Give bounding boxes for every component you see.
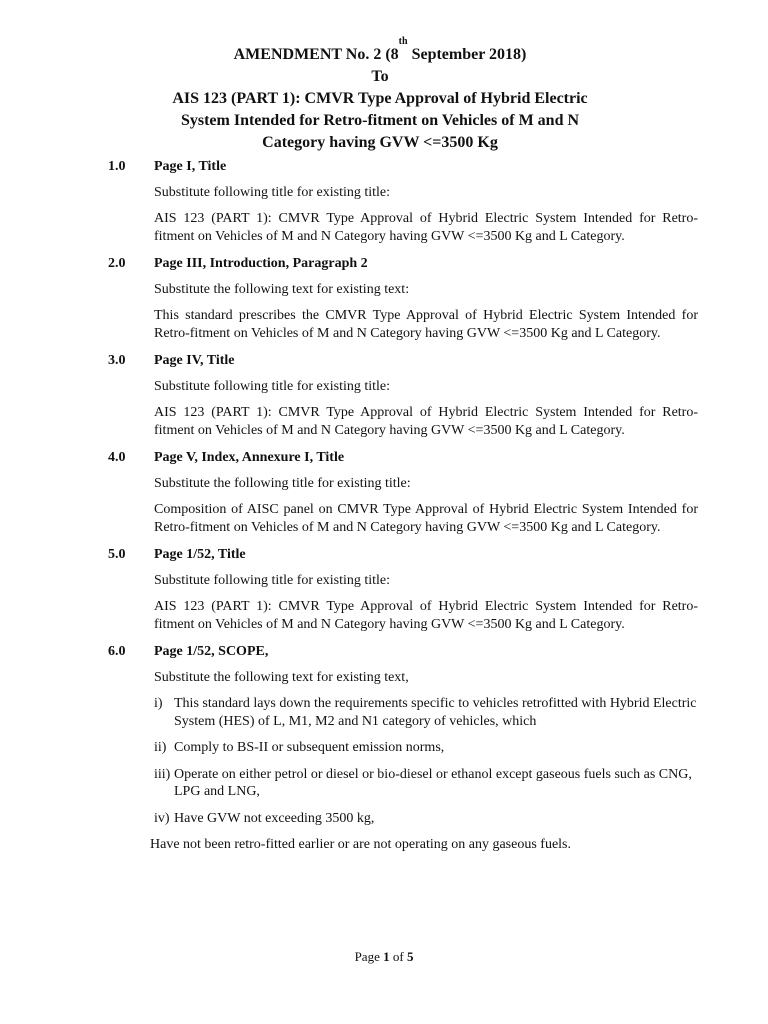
list-item-number: i) [154, 696, 163, 711]
amendment-title [80, 36, 680, 66]
of-label: of [392, 949, 404, 964]
section-title: Page 1/52, Title [154, 547, 246, 562]
section-3 [108, 352, 698, 439]
list-item [154, 739, 698, 757]
list-item-number: iv) [154, 810, 170, 826]
section-2 [108, 255, 698, 342]
section-title: Page I, Title [154, 159, 227, 174]
section-number: 6.0 [108, 644, 126, 659]
standard-title-line-3: Category having GVW <=3500 Kg [262, 134, 498, 151]
section-heading [108, 643, 698, 661]
section-number: 5.0 [108, 547, 126, 562]
date-superscript: th [398, 36, 408, 47]
section-text: AIS 123 (PART 1): CMVR Type Approval of Hybrid Electric System Intended for Retro- fitment on Vehicles of M and N Category having GVW <=3500 Kg and L Category. [154, 211, 698, 244]
amendment-date-text: September 2018) [407, 46, 527, 63]
document-body [108, 158, 698, 854]
section-instruction: Substitute the following title for existing title: [154, 475, 411, 491]
list-item-number: ii) [154, 740, 167, 755]
section-1 [108, 158, 698, 245]
section-heading [108, 255, 698, 273]
section-number: 3.0 [108, 353, 126, 368]
page-label: Page [354, 949, 380, 964]
list-item [154, 810, 698, 828]
section-number: 4.0 [108, 450, 126, 465]
list-item-number: iii) [154, 766, 171, 782]
list-item-text: Operate on either petrol or diesel or bio-diesel or ethanol except gaseous fuels such as CNG, LPG and LNG, [174, 766, 692, 799]
list-item [154, 695, 698, 730]
section-instruction: Substitute the following text for existing text: [154, 281, 410, 297]
list-item-text: This standard lays down the requirements specific to vehicles retrofitted with Hybrid Electric System (HES) of L, M1, M2 and N1 category of vehicles, which [174, 696, 697, 729]
section-heading [108, 449, 698, 467]
section-instruction: Substitute following title for existing title: [154, 378, 391, 394]
section-number: 1.0 [108, 159, 126, 174]
section-text: Composition of AISC panel on CMVR Type Approval of Hybrid Electric System Intended for Retro-fitment on Vehicles of M and N Category having GVW <=3500 Kg and L Category. [154, 502, 698, 535]
section-text: This standard prescribes the CMVR Type Approval of Hybrid Electric System Intended for Retro-fitment on Vehicles of M and N Category having GVW <=3500 Kg and L Category. [154, 308, 698, 341]
list-item-text: Comply to BS-II or subsequent emission norms, [174, 740, 445, 755]
page-number: 1 [383, 949, 390, 964]
section-text: AIS 123 (PART 1): CMVR Type Approval of Hybrid Electric System Intended for Retro- fitment on Vehicles of M and N Category having GVW <=3500 Kg and L Category. [154, 405, 698, 438]
section-title: Page IV, Title [154, 353, 235, 368]
standard-title-line-1: AIS 123 (PART 1): CMVR Type Approval of Hybrid Electric [172, 90, 588, 107]
scope-closing-text: Have not been retro-fitted earlier or are not operating on any gaseous fuels. [150, 837, 571, 852]
section-number: 2.0 [108, 256, 126, 271]
amendment-title-text: AMENDMENT No. 2 (8 [233, 46, 399, 63]
list-item-text: Have GVW not exceeding 3500 kg, [174, 810, 375, 826]
section-4 [108, 449, 698, 536]
standard-title-line-2: System Intended for Retro-fitment on Vehicles of M and N [180, 112, 580, 129]
page-footer [0, 949, 768, 965]
section-title: Page III, Introduction, Paragraph 2 [154, 256, 368, 271]
section-instruction: Substitute following title for existing title: [154, 572, 391, 588]
list-item [154, 766, 698, 801]
section-heading [108, 352, 698, 370]
section-heading [108, 546, 698, 564]
page-total: 5 [406, 949, 414, 964]
section-instruction: Substitute the following text for existing text, [154, 669, 409, 685]
document-header [80, 36, 680, 154]
header-to: To [371, 68, 389, 85]
section-6 [108, 643, 698, 854]
section-5 [108, 546, 698, 633]
section-title: Page 1/52, SCOPE, [154, 644, 269, 659]
section-instruction: Substitute following title for existing title: [154, 184, 391, 200]
section-text: AIS 123 (PART 1): CMVR Type Approval of Hybrid Electric System Intended for Retro- fitment on Vehicles of M and N Category having GVW <=3500 Kg and L Category. [154, 599, 698, 632]
section-title: Page V, Index, Annexure I, Title [154, 450, 345, 465]
section-heading [108, 158, 698, 176]
